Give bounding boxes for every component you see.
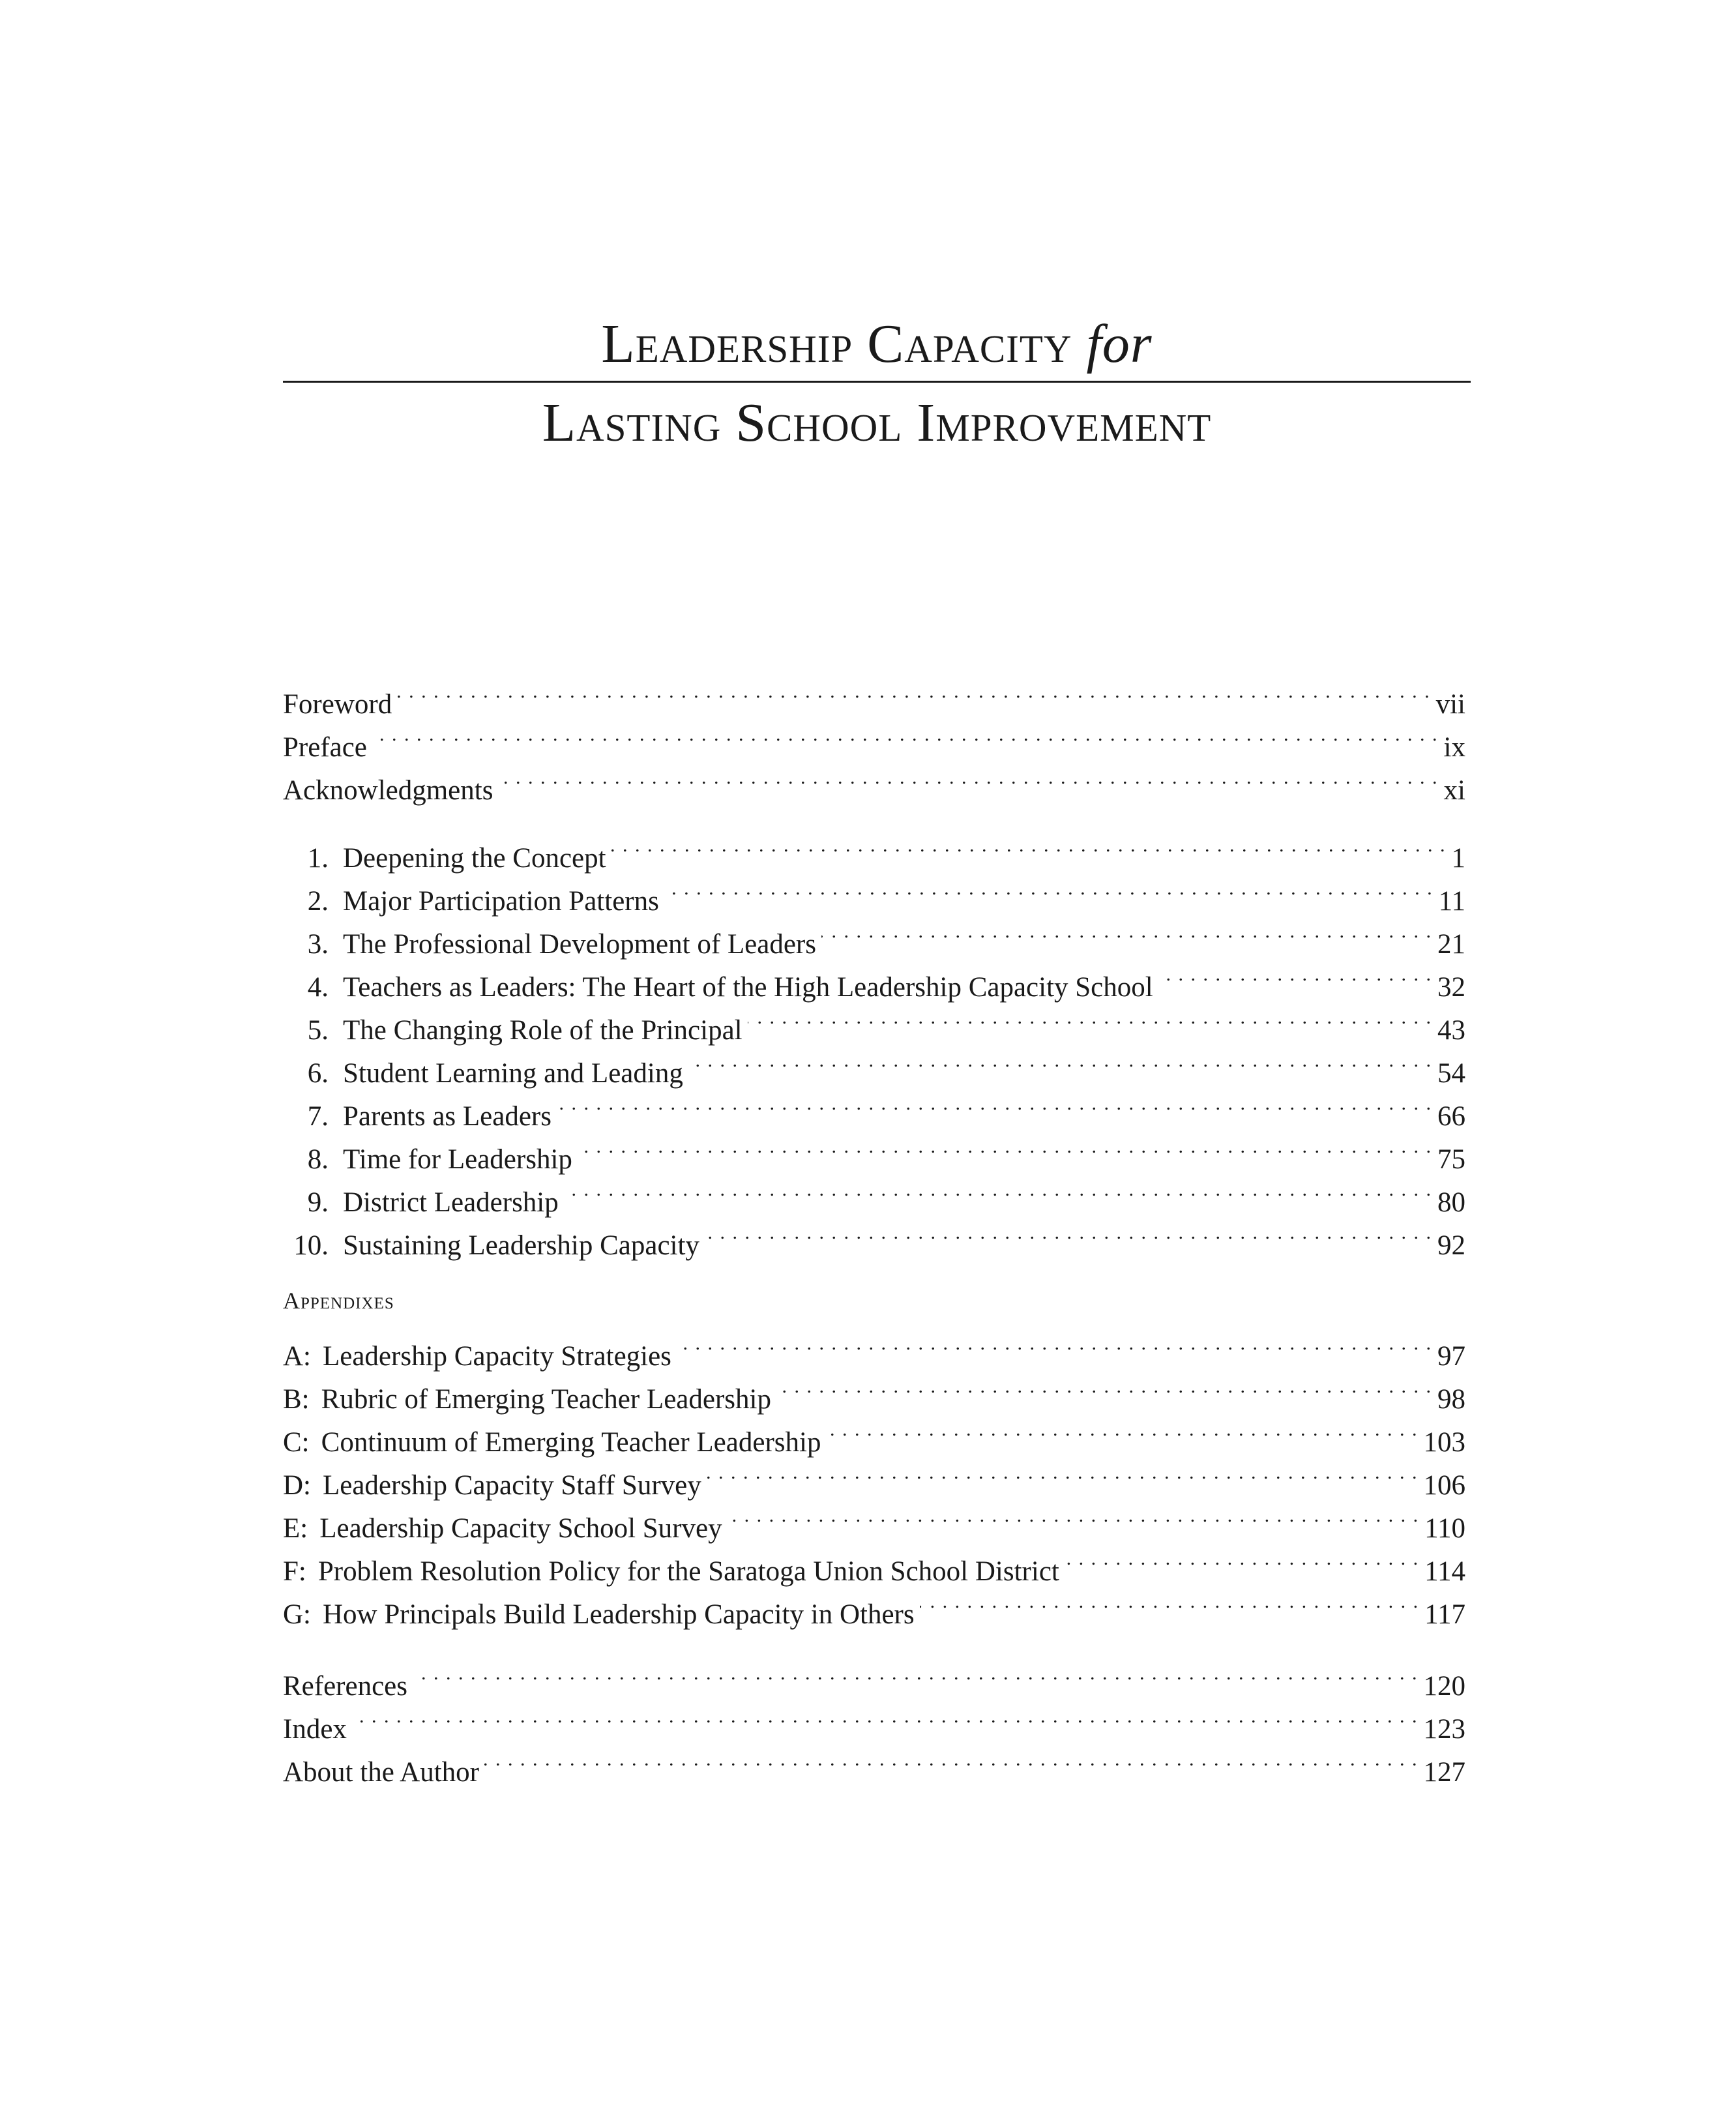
toc-entry-label: The Professional Development of Leaders bbox=[343, 929, 816, 960]
chapter-number: 7. bbox=[307, 1101, 329, 1132]
appendix-letter: B: bbox=[283, 1384, 310, 1415]
dot-leader bbox=[498, 756, 1438, 799]
toc-entry-label: Acknowledgments bbox=[283, 775, 493, 806]
toc-entry-label: Leadership Capacity Staff Survey bbox=[323, 1470, 701, 1501]
toc-entry-chapter-1[interactable] bbox=[283, 824, 1465, 874]
chapter-number: 4. bbox=[307, 972, 329, 1003]
chapter-number: 10. bbox=[293, 1230, 329, 1261]
toc-entry-about-the-author[interactable] bbox=[283, 1738, 1465, 1788]
toc-entry-label: Parents as Leaders bbox=[343, 1101, 552, 1132]
toc-page-number: 106 bbox=[1423, 1470, 1465, 1501]
toc-page-number: 66 bbox=[1437, 1101, 1465, 1132]
chapter-number: 5. bbox=[307, 1015, 329, 1046]
toc-entry-preface[interactable] bbox=[283, 713, 1465, 763]
appendixes-heading: Appendixes bbox=[283, 1288, 394, 1314]
title-line-2: Lasting School Improvement bbox=[542, 392, 1212, 453]
dot-leader bbox=[826, 1408, 1418, 1451]
chapter-number: 9. bbox=[307, 1187, 329, 1218]
dot-leader bbox=[688, 1039, 1432, 1082]
dot-leader bbox=[611, 824, 1447, 867]
toc-entry-label: Deepening the Concept bbox=[343, 843, 606, 874]
chapter-number: 2. bbox=[307, 886, 329, 917]
dot-leader bbox=[1065, 1537, 1419, 1580]
toc-entry-label: Foreword bbox=[283, 689, 392, 720]
toc-page-number: 32 bbox=[1437, 972, 1465, 1003]
toc-page-number: 117 bbox=[1424, 1599, 1465, 1630]
toc-entry-label: Problem Resolution Policy for the Saratoga Union School District bbox=[317, 1556, 1059, 1587]
chapter-number: 1. bbox=[307, 843, 329, 874]
dot-leader bbox=[705, 1211, 1432, 1254]
dot-leader bbox=[707, 1451, 1419, 1494]
toc-page-number: 92 bbox=[1437, 1230, 1465, 1261]
dot-leader bbox=[920, 1580, 1419, 1623]
toc-entry-label: Leadership Capacity Strategies bbox=[323, 1341, 671, 1372]
toc-page-number: ix bbox=[1443, 732, 1465, 763]
chapter-number: 3. bbox=[307, 929, 329, 960]
dot-leader bbox=[484, 1738, 1419, 1781]
toc-entry-label: References bbox=[283, 1671, 407, 1702]
toc-entry-label: Index bbox=[283, 1714, 347, 1745]
toc-entry-label: Time for Leadership bbox=[343, 1144, 572, 1175]
toc-entry-label: The Changing Role of the Principal bbox=[343, 1015, 743, 1046]
toc-page-number: 98 bbox=[1437, 1384, 1465, 1415]
toc-entry-label: Sustaining Leadership Capacity bbox=[343, 1230, 699, 1261]
toc-page-number: 21 bbox=[1437, 929, 1465, 960]
toc-entry-label: Rubric of Emerging Teacher Leadership bbox=[321, 1384, 771, 1415]
toc-page-number: 1 bbox=[1451, 843, 1465, 874]
chapter-number: 6. bbox=[307, 1058, 329, 1089]
toc-page-number: xi bbox=[1443, 775, 1465, 806]
toc-page-number: vii bbox=[1435, 689, 1465, 720]
dot-leader bbox=[564, 1168, 1432, 1211]
toc-entry-label: District Leadership bbox=[343, 1187, 559, 1218]
title-line-1 bbox=[283, 306, 1471, 377]
toc-page-number: 114 bbox=[1424, 1556, 1465, 1587]
title-italic-word: for bbox=[1086, 314, 1153, 374]
dot-leader bbox=[748, 996, 1432, 1039]
appendix-letter: G: bbox=[283, 1599, 311, 1630]
dot-leader bbox=[352, 1695, 1419, 1738]
toc-entry-references[interactable] bbox=[283, 1652, 1465, 1702]
toc-entry-label: Teachers as Leaders: The Heart of the High Leadership Capacity School bbox=[343, 972, 1153, 1003]
dot-leader bbox=[372, 713, 1439, 756]
appendix-letter: A: bbox=[283, 1341, 311, 1372]
toc-page-number: 120 bbox=[1423, 1671, 1465, 1702]
toc-entry-label: Continuum of Emerging Teacher Leadership bbox=[321, 1427, 821, 1458]
toc-entry-label: About the Author bbox=[283, 1757, 479, 1788]
toc-page-number: 11 bbox=[1438, 886, 1465, 917]
toc-page-number: 43 bbox=[1437, 1015, 1465, 1046]
appendix-letter: F: bbox=[283, 1556, 306, 1587]
appendix-letter: D: bbox=[283, 1470, 311, 1501]
appendix-letter: E: bbox=[283, 1513, 308, 1544]
dot-leader bbox=[776, 1365, 1432, 1408]
toc-page-number: 54 bbox=[1437, 1058, 1465, 1089]
title-main-text: Leadership Capacity bbox=[601, 314, 1072, 374]
toc-entry-label: How Principals Build Leadership Capacity in Others bbox=[323, 1599, 915, 1630]
toc-page-number: 75 bbox=[1437, 1144, 1465, 1175]
toc-entry-appendix-a[interactable] bbox=[283, 1322, 1465, 1372]
appendix-letter: C: bbox=[283, 1427, 310, 1458]
title-rule bbox=[283, 381, 1471, 383]
dot-leader bbox=[677, 1322, 1432, 1365]
toc-entry-acknowledgments[interactable] bbox=[283, 756, 1465, 806]
book-title bbox=[283, 306, 1471, 456]
dot-leader bbox=[1158, 953, 1432, 996]
dot-leader bbox=[557, 1082, 1432, 1125]
dot-leader bbox=[397, 670, 1430, 713]
toc-page-number: 97 bbox=[1437, 1341, 1465, 1372]
toc-page-number: 123 bbox=[1423, 1714, 1465, 1745]
toc-page-number: 110 bbox=[1424, 1513, 1465, 1544]
toc-entry-label: Preface bbox=[283, 732, 367, 763]
dot-leader bbox=[578, 1125, 1432, 1168]
toc-entry-label: Leadership Capacity School Survey bbox=[319, 1513, 722, 1544]
chapter-number: 8. bbox=[307, 1144, 329, 1175]
dot-leader bbox=[413, 1652, 1419, 1695]
toc-entry-index[interactable] bbox=[283, 1695, 1465, 1745]
toc-page-number: 127 bbox=[1423, 1757, 1465, 1788]
dot-leader bbox=[664, 867, 1434, 910]
toc-page-number: 80 bbox=[1437, 1187, 1465, 1218]
dot-leader bbox=[728, 1494, 1420, 1537]
dot-leader bbox=[821, 910, 1432, 953]
toc-entry-label: Student Learning and Leading bbox=[343, 1058, 683, 1089]
toc-entry-foreword[interactable] bbox=[283, 670, 1465, 720]
toc-page-number: 103 bbox=[1423, 1427, 1465, 1458]
toc-entry-label: Major Participation Patterns bbox=[343, 886, 659, 917]
table-of-contents bbox=[283, 670, 1465, 1788]
